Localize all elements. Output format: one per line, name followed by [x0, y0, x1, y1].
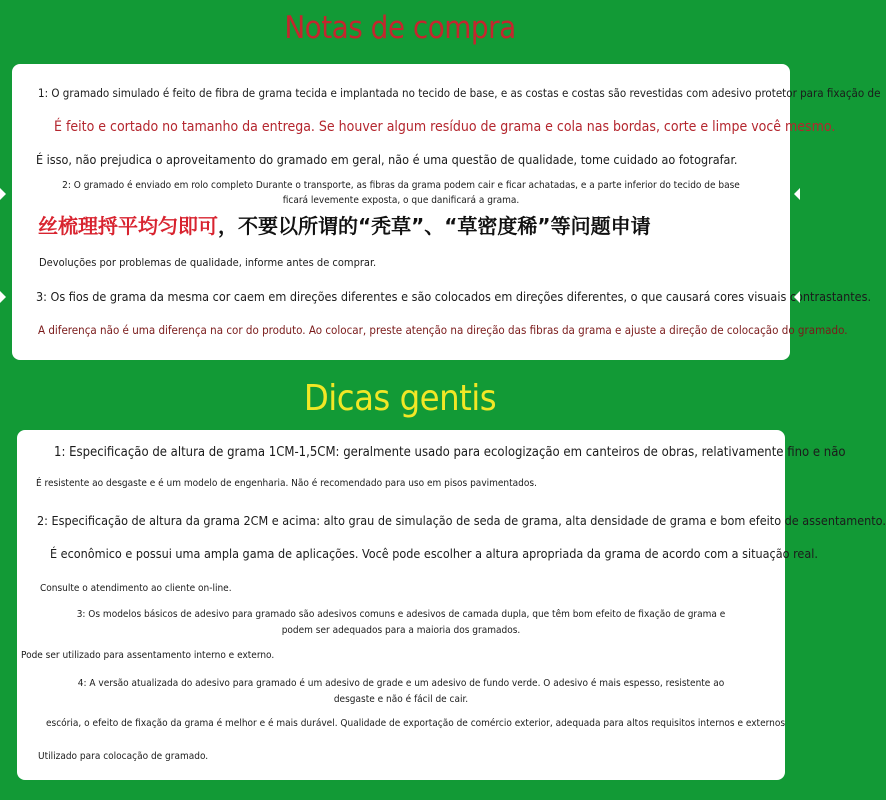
tip-2-line: 2: Especificação de altura da grama 2CM e acima: alto grau de simulação de seda de grama, alta densidade de grama e bom efeito de assentamento.	[37, 513, 886, 528]
left-edge-arrow-icon	[0, 188, 6, 200]
note-1-cut-line: É feito e cortado no tamanho da entrega. Se houver algum resíduo de grama e cola nas bordas, corte e limpe você mesmo.	[54, 119, 836, 135]
kind-tips-card	[17, 430, 886, 780]
tip-4-usage-line: Utilizado para colocação de gramado.	[38, 751, 209, 762]
chinese-warning-red: 丝梳理捋平均匀即可	[38, 214, 218, 238]
tip-3-line: 3: Os modelos básicos de adesivo para gramado são adesivos comuns e adesivos de camada dupla, que têm bom efeito de fixação de grama e podem ser adequados para a maioria dos gramados.	[76, 609, 726, 636]
tips-title: Dicas gentis	[303, 378, 497, 419]
left-edge-arrow-icon	[0, 291, 6, 303]
note-2-line: 2: O gramado é enviado em rolo completo Durante o transporte, as fibras da grama podem cair e ficar achatadas, e a parte inferior do tecido de base ficará levemente exposta, o que danificará a grama.	[62, 180, 740, 206]
notes-title: Notas de compra	[284, 10, 516, 46]
note-3-direction-line: A diferença não é uma diferença na cor do produto. Ao colocar, preste atenção na direção das fibras da grama e ajuste a direção de colocação do gramado.	[38, 323, 848, 337]
note-3-line: 3: Os fios de grama da mesma cor caem em direções diferentes e são colocados em direções diferentes, o que causará cores visuais contrastantes.	[36, 289, 872, 304]
tip-1-line: 1: Especificação de altura de grama 1CM-1,5CM: geralmente usado para ecologização em canteiros de obras, relativamente fino e não	[54, 445, 846, 460]
tip-2-support-line: Consulte o atendimento ao cliente on-line.	[40, 583, 232, 594]
note-2-returns-line: Devoluções por problemas de qualidade, informe antes de comprar.	[39, 256, 377, 269]
right-edge-arrow-icon	[794, 291, 800, 303]
right-edge-arrow-icon	[794, 188, 800, 200]
tip-3-usage-line: Pode ser utilizado para assentamento interno e externo.	[21, 650, 275, 661]
tip-2-application-line: É econômico e possui uma ampla gama de aplicações. Você pode escolher a altura apropriada da grama de acordo com a situação real.	[50, 546, 818, 561]
tip-4-durability-line: escória, o efeito de fixação da grama é melhor e é mais durável. Qualidade de exportação de comércio exterior, adequada para altos requisitos internos e externos	[46, 718, 786, 729]
chinese-warning-black: ，不要以所谓的“秃草”、“草密度稀”等问题申请	[218, 214, 651, 238]
tip-1-wear-line: É resistente ao desgaste e é um modelo de engenharia. Não é recomendado para uso em pisos pavimentados.	[36, 478, 537, 489]
chinese-warning-line	[38, 214, 651, 239]
purchase-notes-card	[12, 64, 881, 360]
tip-4-line: 4: A versão atualizada do adesivo para gramado é um adesivo de grade e um adesivo de fundo verde. O adesivo é mais espesso, resistente ao desgaste e não é fácil de cair.	[77, 678, 725, 705]
note-1-line: 1: O gramado simulado é feito de fibra de grama tecida e implantada no tecido de base, e as costas e costas são revestidas com adesivo protetor para fixação de	[38, 86, 881, 100]
note-1-quality-line: É isso, não prejudica o aproveitamento do gramado em geral, não é uma questão de qualidade, tome cuidado ao fotografar.	[36, 152, 738, 167]
